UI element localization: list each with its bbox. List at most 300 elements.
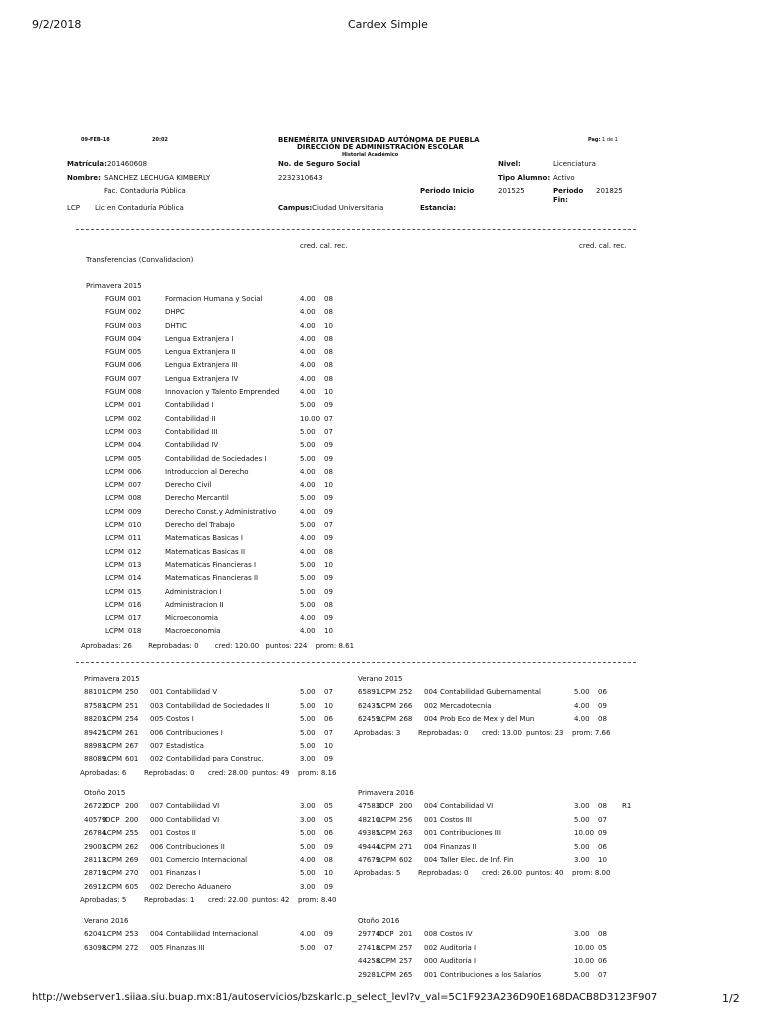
course-cal: 08	[324, 374, 333, 383]
matricula-value: 201460608	[106, 160, 148, 168]
nivel-value: Licenciatura	[553, 160, 596, 168]
course-cal: 09	[324, 882, 333, 891]
course-subj: IDCP	[377, 930, 394, 939]
course-row	[0, 574, 400, 587]
course-num: 003	[128, 321, 142, 330]
course-sec: 001	[424, 815, 438, 824]
course-sec: 001	[150, 829, 164, 838]
course-name: Contabilidad de Sociedades I	[165, 454, 267, 463]
course-rec: R1	[622, 802, 632, 811]
summary-reprobadas: Reprobadas: 1	[144, 896, 195, 905]
course-row	[0, 534, 400, 547]
transfer-title: Transferencias (Convalidacion)	[86, 256, 194, 264]
print-title: Cardex Simple	[348, 18, 428, 31]
course-cal: 06	[598, 842, 607, 851]
course-name: Finanzas I	[166, 869, 201, 878]
term-title: Primavera 2015	[84, 675, 140, 683]
course-subj: LCPM	[105, 454, 125, 463]
course-name: Contabilidad para Construc.	[166, 755, 264, 764]
course-row	[0, 348, 400, 361]
course-name: Costos I	[166, 715, 194, 724]
course-cal: 09	[598, 701, 607, 710]
course-subj: FGUM	[105, 295, 126, 303]
summary-prom: prom: 8.16	[298, 768, 337, 777]
course-subj: LCPM	[105, 521, 125, 530]
course-name: Administracion I	[165, 587, 222, 596]
course-row	[84, 930, 364, 943]
tipo-alumno-label: Tipo Alumno:	[498, 174, 551, 182]
course-cred: 4.00	[300, 547, 316, 556]
course-subj: LCPM	[377, 842, 397, 851]
course-subj: FGUM	[105, 361, 126, 370]
report-date: 09-FEB-18	[81, 137, 110, 143]
course-name: DHPC	[165, 308, 185, 317]
course-cal: 07	[324, 414, 333, 423]
course-cal: 08	[324, 308, 333, 317]
course-sec: 008	[424, 930, 438, 939]
course-row	[0, 335, 400, 348]
course-cal: 10	[324, 481, 333, 490]
course-num: 009	[128, 507, 142, 516]
course-row	[0, 601, 400, 614]
course-name: Mercadotecnia	[440, 701, 492, 710]
course-row	[84, 688, 364, 701]
course-cal: 10	[324, 869, 333, 878]
course-name: Macroeconomia	[165, 627, 221, 636]
course-name: Contabilidad V	[166, 688, 218, 697]
course-name: Microeconomia	[165, 614, 219, 623]
course-subj: LCPM	[105, 441, 125, 450]
course-cred: 4.00	[300, 388, 316, 397]
course-subj: LCPM	[377, 957, 397, 966]
course-cal: 08	[324, 295, 333, 303]
course-row	[358, 715, 638, 728]
course-name: Costos II	[166, 829, 196, 838]
course-subj: LCPM	[103, 855, 123, 864]
course-cred: 4.00	[300, 481, 316, 490]
course-name: Finanzas II	[440, 842, 477, 851]
course-row	[358, 930, 638, 943]
summary-puntos: puntos: 224	[265, 642, 308, 650]
course-cred: 5.00	[300, 454, 316, 463]
term-section	[84, 917, 364, 957]
course-cal: 08	[598, 715, 607, 724]
course-subj: LCPM	[377, 829, 397, 838]
course-name: Derecho Civil	[165, 481, 212, 490]
course-name: Contribuciones III	[440, 829, 501, 838]
course-num: 200	[399, 802, 413, 811]
course-cred: 3.00	[300, 802, 316, 811]
course-num: 605	[125, 882, 139, 891]
course-subj: LCPM	[105, 481, 125, 490]
campus-label: Campus:	[278, 204, 313, 212]
course-cal: 10	[324, 560, 333, 569]
course-row	[84, 869, 364, 882]
nombre-value: SANCHEZ LECHUGA KIMBERLY	[104, 174, 211, 182]
course-cal: 10	[324, 627, 333, 636]
summary-puntos: puntos: 42	[252, 896, 290, 905]
course-num: 257	[399, 943, 413, 952]
course-cred: 4.00	[300, 374, 316, 383]
course-cred: 3.00	[574, 855, 590, 864]
course-cal: 10	[324, 701, 333, 710]
course-cal: 06	[324, 829, 333, 838]
course-sec: 001	[150, 688, 164, 697]
course-cal: 07	[324, 688, 333, 697]
course-subj: LCPM	[377, 943, 397, 952]
course-row	[84, 856, 364, 869]
course-row	[358, 957, 638, 970]
course-sec: 004	[424, 715, 438, 724]
course-name: Derecho Mercantil	[165, 494, 229, 503]
nivel-label: Nivel:	[498, 160, 521, 168]
course-name: Contabilidad III	[165, 427, 218, 436]
course-num: 253	[125, 930, 139, 939]
course-name: Contribuciones I	[166, 728, 223, 737]
course-nrc: 28113	[84, 855, 107, 864]
course-name: Contribuciones II	[166, 842, 225, 851]
summary-reprobadas: Reprobadas: 0	[418, 869, 469, 878]
course-subj: IDCP	[103, 815, 120, 824]
course-num: 601	[125, 755, 139, 764]
course-cred: 3.00	[300, 815, 316, 824]
course-cred: 5.00	[300, 574, 316, 583]
course-cal: 09	[324, 614, 333, 623]
summary-cred: cred: 22.00	[208, 896, 248, 905]
course-subj: LCPM	[377, 815, 397, 824]
summary-prom: prom: 7.66	[572, 728, 611, 737]
course-num: 251	[125, 701, 139, 710]
course-sec: 006	[150, 728, 164, 737]
course-cal: 09	[324, 401, 333, 410]
course-name: Matematicas Basicas I	[165, 534, 243, 543]
course-subj: LCPM	[103, 943, 123, 952]
course-cred: 10.00	[574, 829, 595, 838]
course-name: Costos III	[440, 815, 472, 824]
programa-name: Lic en Contaduría Pública	[95, 204, 184, 212]
summary-prom: prom: 8.00	[572, 869, 611, 878]
course-row	[84, 843, 364, 856]
course-row	[358, 829, 638, 842]
course-row	[84, 715, 364, 728]
course-cred: 5.00	[574, 688, 590, 697]
course-row	[0, 468, 400, 481]
course-num: 005	[128, 348, 142, 357]
course-cal: 07	[324, 728, 333, 737]
course-nrc: 47583	[358, 802, 381, 811]
course-name: Auditoria I	[440, 943, 477, 952]
course-row	[0, 455, 400, 468]
course-cred: 5.00	[300, 869, 316, 878]
course-num: 012	[128, 547, 142, 556]
course-name: Contabilidad I	[165, 401, 214, 410]
course-sec: 007	[150, 802, 164, 811]
course-row	[358, 802, 638, 815]
course-num: 002	[128, 414, 142, 423]
course-name: Costos IV	[440, 930, 473, 939]
course-subj: FGUM	[105, 388, 126, 397]
course-nrc: 29003	[84, 842, 107, 851]
course-nrc: 63098	[84, 943, 107, 952]
nombre-label: Nombre:	[67, 174, 101, 182]
summary-puntos: puntos: 49	[252, 768, 290, 777]
term-summary	[80, 769, 364, 782]
term-section	[354, 789, 638, 882]
page-label: Pag:	[588, 137, 601, 143]
course-subj: LCPM	[377, 970, 397, 979]
course-num: 255	[125, 829, 139, 838]
course-subj: LCPM	[103, 701, 123, 710]
course-cal: 08	[324, 600, 333, 609]
course-cred: 10.00	[300, 414, 321, 423]
course-num: 011	[128, 534, 142, 543]
programa-code: LCP	[67, 204, 81, 212]
periodo-fin-label: Periodo Fin:	[553, 187, 584, 204]
course-name: Contabilidad VI	[166, 815, 220, 824]
course-cred: 5.00	[300, 427, 316, 436]
course-cal: 10	[324, 321, 333, 330]
course-num: 252	[399, 688, 413, 697]
course-cred: 4.00	[300, 295, 316, 303]
course-num: 261	[125, 728, 139, 737]
course-cal: 09	[324, 441, 333, 450]
course-name: Contabilidad VI	[440, 802, 494, 811]
summary-cred: cred: 120.00	[214, 642, 260, 650]
course-name: Lengua Extranjera IV	[165, 374, 239, 383]
course-cal: 09	[324, 534, 333, 543]
course-subj: LCPM	[103, 869, 123, 878]
course-row	[0, 494, 400, 507]
course-num: 008	[128, 494, 142, 503]
course-row	[84, 755, 364, 768]
course-num: 017	[128, 614, 142, 623]
course-subj: LCPM	[105, 467, 125, 476]
course-num: 013	[128, 560, 142, 569]
course-cred: 5.00	[300, 521, 316, 530]
summary-puntos: puntos: 40	[526, 869, 564, 878]
transfer-term: Primavera 2015	[86, 282, 142, 290]
course-num: 257	[399, 957, 413, 966]
course-name: Finanzas III	[166, 943, 205, 952]
nss-label: No. de Seguro Social	[278, 160, 360, 168]
course-nrc: 27418	[358, 943, 381, 952]
course-subj: LCPM	[105, 614, 125, 623]
estancia-label: Estancia:	[420, 204, 457, 212]
course-num: 200	[125, 815, 139, 824]
course-name: Formacion Humana y Social	[165, 295, 263, 303]
course-row	[84, 702, 364, 715]
course-subj: LCPM	[103, 930, 123, 939]
course-cred: 10.00	[574, 943, 595, 952]
term-title: Verano 2015	[358, 675, 403, 683]
course-cal: 09	[324, 494, 333, 503]
course-num: 016	[128, 600, 142, 609]
course-cred: 5.00	[300, 728, 316, 737]
summary-aprobadas: Aprobadas: 5	[80, 896, 127, 905]
course-nrc: 44258	[358, 957, 381, 966]
transfer-course-list	[0, 295, 400, 641]
matricula-label: Matrícula:	[67, 160, 107, 168]
course-num: 271	[399, 842, 413, 851]
course-row	[84, 742, 364, 755]
course-nrc: 47679	[358, 855, 381, 864]
course-sec: 002	[424, 701, 438, 710]
course-name: Administracion II	[165, 600, 224, 609]
course-num: 256	[399, 815, 413, 824]
course-cal: 07	[324, 427, 333, 436]
course-num: 263	[399, 829, 413, 838]
course-subj: LCPM	[105, 627, 125, 636]
course-cal: 10	[598, 855, 607, 864]
course-nrc: 26912	[84, 882, 107, 891]
course-cred: 5.00	[300, 943, 316, 952]
term-title: Primavera 2016	[358, 789, 414, 797]
course-cred: 4.00	[300, 507, 316, 516]
course-num: 003	[128, 427, 142, 436]
page-indicator	[588, 136, 618, 145]
course-cred: 3.00	[574, 930, 590, 939]
term-section	[80, 789, 364, 909]
course-name: Lengua Extranjera II	[165, 348, 236, 357]
course-cred: 4.00	[300, 321, 316, 330]
course-sec: 004	[424, 842, 438, 851]
course-row	[0, 428, 400, 441]
course-row	[358, 688, 638, 701]
course-cal: 10	[324, 741, 333, 750]
summary-prom: prom: 8.61	[315, 642, 355, 650]
course-cred: 4.00	[300, 534, 316, 543]
course-cal: 05	[324, 802, 333, 811]
course-subj: IDCP	[103, 802, 120, 811]
course-row	[84, 883, 364, 896]
course-cred: 3.00	[300, 755, 316, 764]
course-num: 018	[128, 627, 142, 636]
course-row	[0, 614, 400, 627]
course-sec: 002	[424, 943, 438, 952]
course-cal: 05	[324, 815, 333, 824]
course-subj: LCPM	[377, 715, 397, 724]
course-name: Matematicas Financieras I	[165, 560, 257, 569]
course-sec: 007	[150, 741, 164, 750]
course-row	[0, 627, 400, 640]
course-num: 262	[125, 842, 139, 851]
course-subj: FGUM	[105, 334, 126, 343]
separator-line	[76, 662, 636, 663]
course-subj: LCPM	[377, 701, 397, 710]
course-nrc: 26784	[84, 829, 107, 838]
course-sec: 001	[424, 829, 438, 838]
course-subj: LCPM	[103, 882, 123, 891]
course-row	[0, 481, 400, 494]
course-subj: LCPM	[105, 414, 125, 423]
course-row	[0, 322, 400, 335]
course-name: Prob Eco de Mex y del Mun	[440, 715, 535, 724]
course-cred: 4.00	[300, 930, 316, 939]
course-row	[0, 401, 400, 414]
course-sec: 002	[150, 882, 164, 891]
course-cred: 4.00	[300, 614, 316, 623]
course-name: Taller Elec. de Inf. Fin	[440, 855, 514, 864]
course-row	[84, 816, 364, 829]
course-cal: 06	[598, 688, 607, 697]
course-row	[84, 944, 364, 957]
course-num: 254	[125, 715, 139, 724]
course-cred: 4.00	[574, 715, 590, 724]
course-cal: 08	[324, 334, 333, 343]
course-num: 265	[399, 970, 413, 979]
course-nrc: 28719	[84, 869, 107, 878]
course-cal: 07	[598, 815, 607, 824]
summary-reprobadas: Reprobadas: 0	[148, 642, 199, 650]
course-row	[358, 702, 638, 715]
course-cred: 5.00	[574, 842, 590, 851]
term-summary	[80, 896, 364, 909]
university-name: BENEMÉRITA UNIVERSIDAD AUTÓNOMA DE PUEBLA	[278, 136, 480, 144]
course-cal: 08	[324, 348, 333, 357]
course-row	[0, 441, 400, 454]
course-sec: 003	[150, 701, 164, 710]
course-nrc: 88089	[84, 755, 107, 764]
course-cal: 09	[324, 930, 333, 939]
course-cred: 4.00	[574, 701, 590, 710]
course-row	[358, 843, 638, 856]
course-cal: 09	[324, 755, 333, 764]
nss-value: 2232310643	[278, 174, 323, 182]
course-name: Introduccion al Derecho	[165, 467, 249, 476]
course-sec: 004	[424, 688, 438, 697]
course-cred: 5.00	[300, 560, 316, 569]
course-num: 002	[128, 308, 142, 317]
term-summary	[354, 869, 638, 882]
course-nrc: 89425	[84, 728, 107, 737]
course-row	[358, 816, 638, 829]
course-nrc: 62459	[358, 715, 381, 724]
course-nrc: 29281	[358, 970, 381, 979]
course-cal: 08	[324, 467, 333, 476]
course-row	[358, 944, 638, 957]
course-cal: 08	[324, 855, 333, 864]
course-nrc: 88203	[84, 715, 107, 724]
course-name: Derecho Aduanero	[166, 882, 232, 891]
course-subj: LCPM	[103, 728, 123, 737]
course-subj: LCPM	[105, 534, 125, 543]
summary-aprobadas: Aprobadas: 6	[80, 768, 127, 777]
course-row	[84, 829, 364, 842]
course-subj: LCPM	[105, 574, 125, 583]
print-url[interactable]: http://webserver1.siiaa.siu.buap.mx:81/autoservicios/bzskarlc.p_select_levl?v_val=5C1F923A236D90E168DACB8D3123F907	[32, 992, 658, 1003]
course-cred: 5.00	[300, 600, 316, 609]
course-cal: 08	[598, 930, 607, 939]
course-num: 250	[125, 688, 139, 697]
course-subj: LCPM	[103, 829, 123, 838]
page-value: 1 de 1	[602, 137, 618, 143]
summary-puntos: puntos: 23	[526, 728, 564, 737]
course-num: 602	[399, 855, 413, 864]
course-row	[0, 588, 400, 601]
course-sec: 001	[150, 855, 164, 864]
course-num: 272	[125, 943, 139, 952]
course-num: 005	[128, 454, 142, 463]
term-title: Otoño 2015	[84, 789, 126, 797]
course-cred: 3.00	[300, 882, 316, 891]
course-cal: 09	[324, 842, 333, 851]
course-row	[0, 361, 400, 374]
periodo-fin-value: 201825	[596, 187, 623, 195]
course-nrc: 65891	[358, 688, 381, 697]
course-num: 006	[128, 361, 142, 370]
course-cred: 5.00	[300, 587, 316, 596]
course-num: 006	[128, 467, 142, 476]
